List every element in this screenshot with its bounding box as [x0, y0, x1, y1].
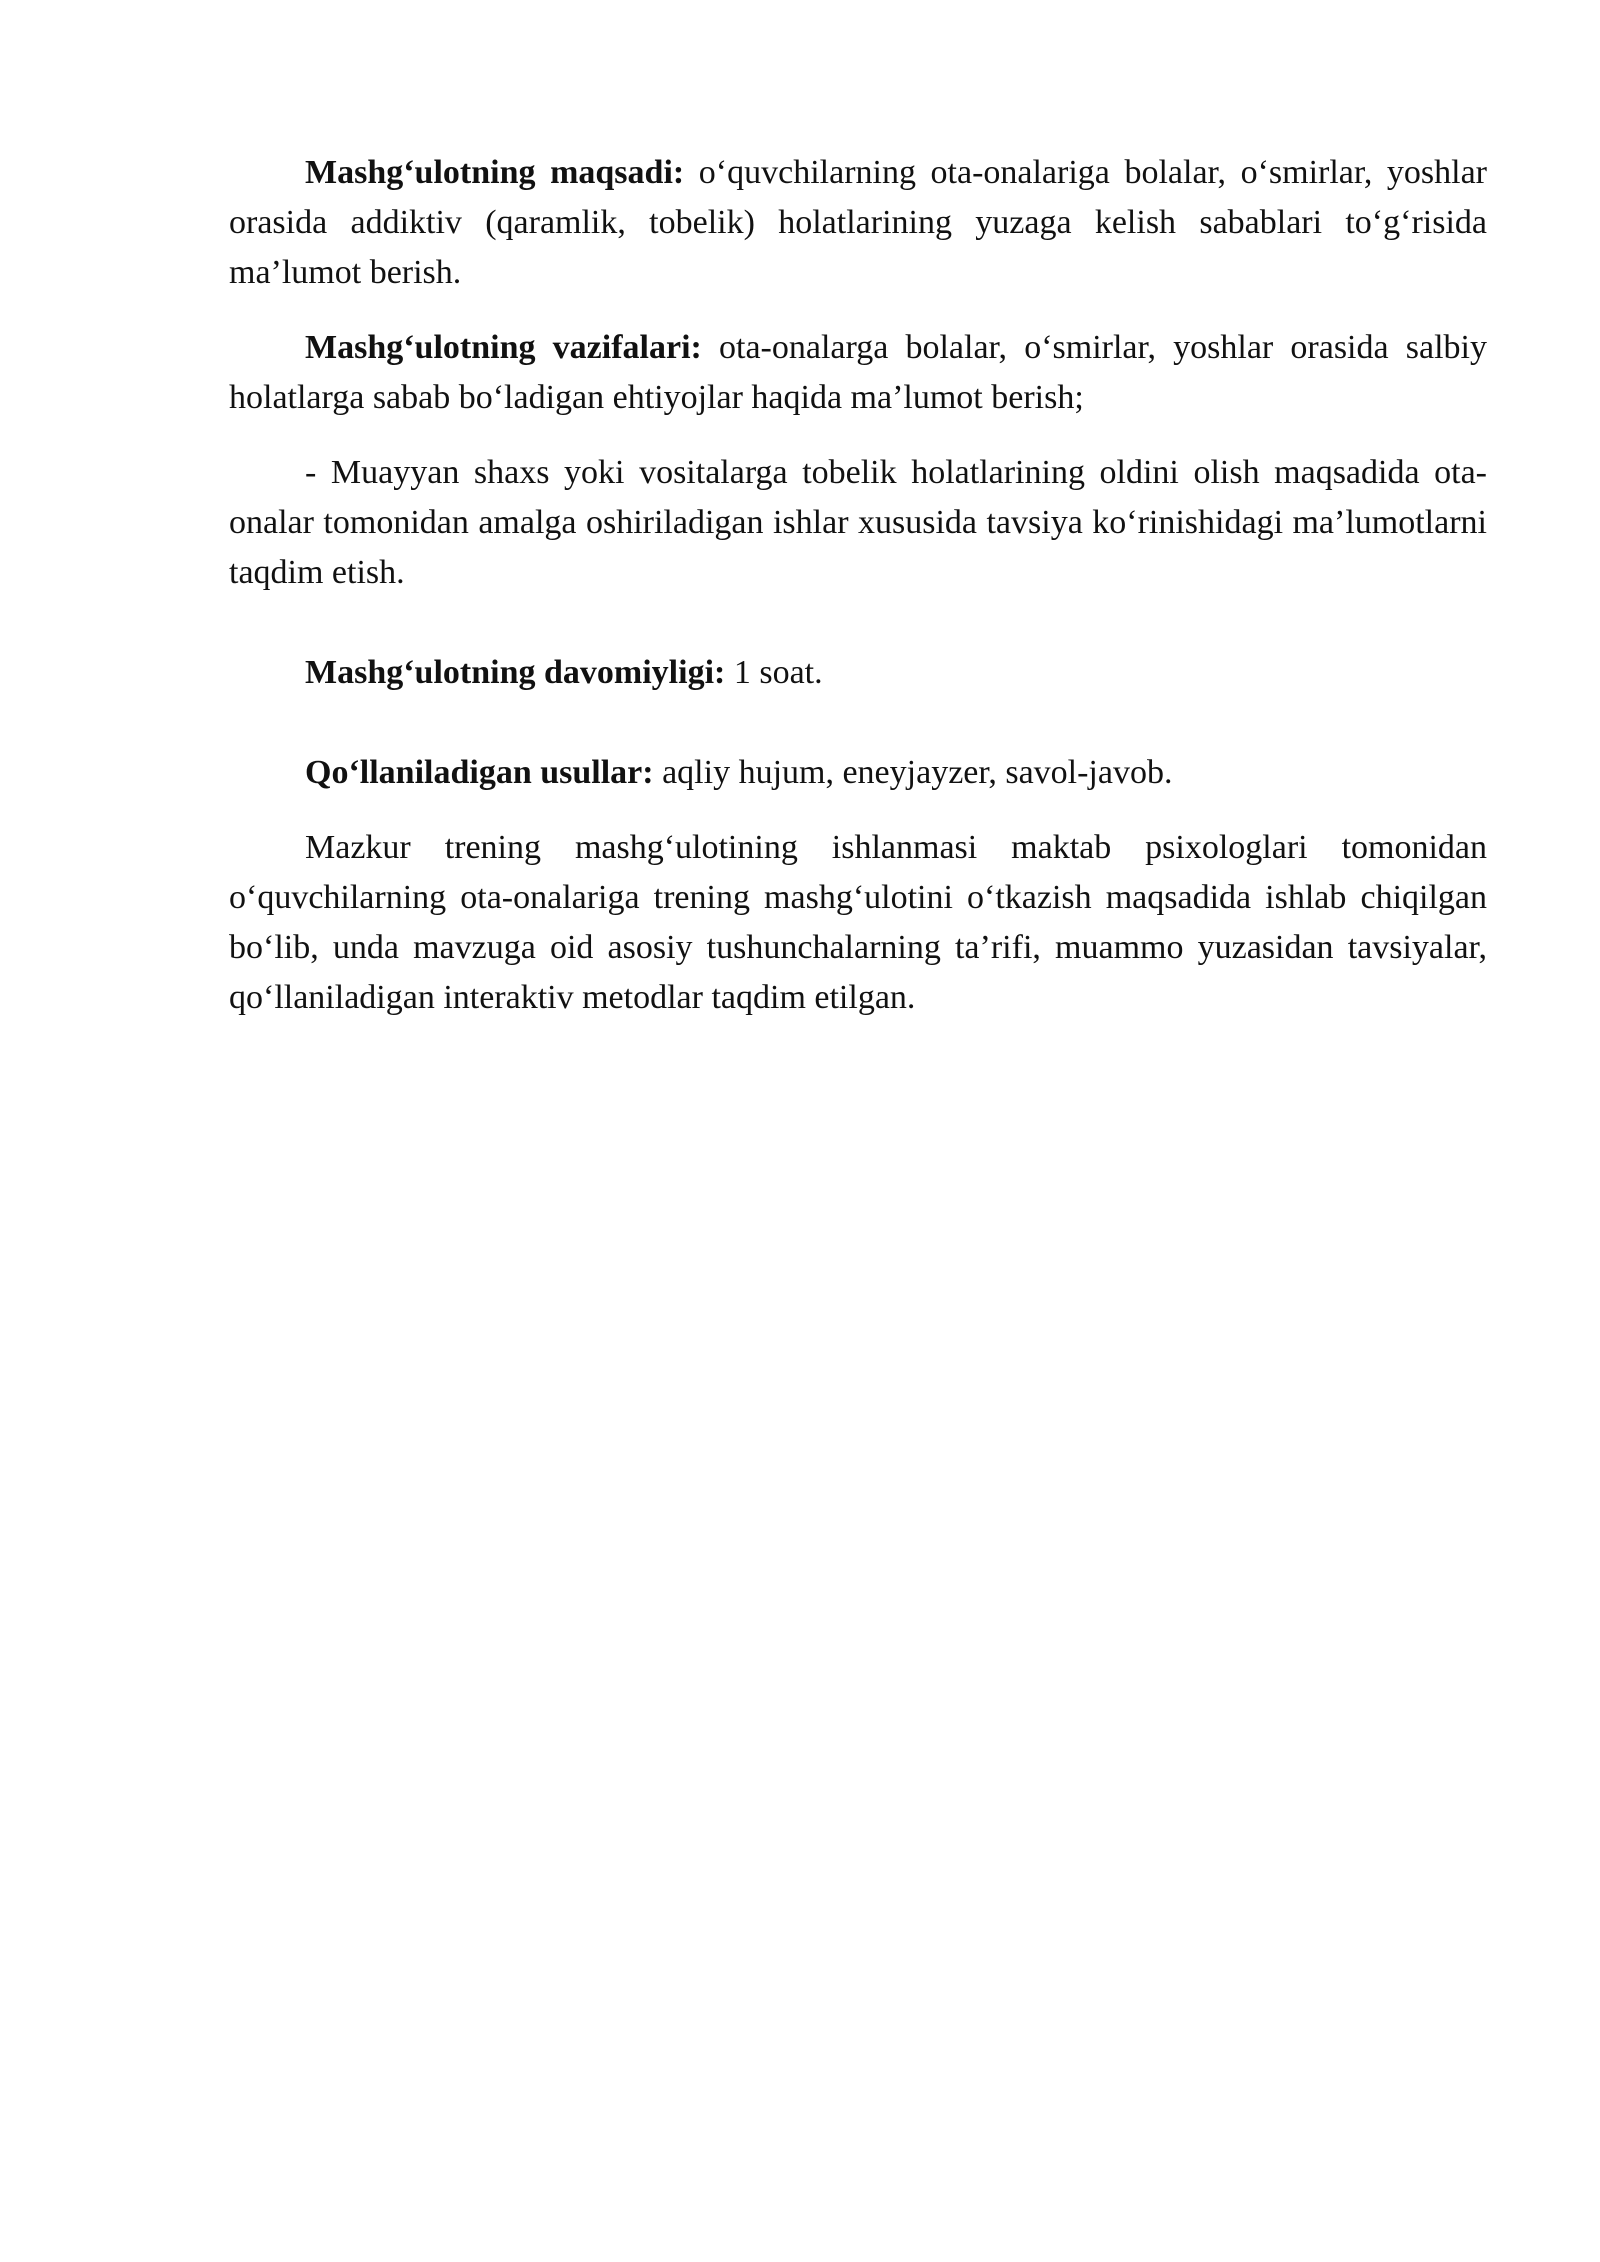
tasks-label: Mashg‘ulotning vazifalari:	[305, 329, 702, 366]
duration-text: 1 soat.	[725, 654, 823, 691]
methods-label: Qo‘llaniladigan usullar:	[305, 754, 654, 791]
summary-text: Mazkur trening mashg‘ulotining ishlanmasi maktab psixologlari tomonidan o‘quvchilarning ota-onalariga trening mashg‘ulotini o‘tkazish maqsadida ishlab chiqilgan bo‘lib, unda mavzuga oid asosiy tushunchalarning ta’rifi, muammo yuzasidan tavsiyalar, qo‘llaniladigan interaktiv metodlar taqdim etilgan.	[229, 829, 1487, 1016]
task-item-text: - Muayyan shaxs yoki vositalarga tobelik holatlarining oldini olish maqsadida ota-onalar tomonidan amalga oshiriladigan ishlar xususida tavsiya ko‘rinishidagi ma’lumotlarni taqdim etish.	[229, 454, 1487, 591]
goal-text: o‘quvchilarning ota-onalariga bolalar, o‘smirlar, yoshlar orasida addiktiv (qaramlik, tobelik) holatlarining yuzaga kelish sabablari to‘g‘risida ma’lumot berish.	[229, 154, 1488, 291]
task-item-paragraph	[229, 448, 1487, 598]
summary-paragraph	[229, 823, 1487, 1023]
methods-paragraph	[229, 748, 1487, 798]
tasks-paragraph	[229, 323, 1487, 423]
goal-paragraph	[229, 148, 1487, 298]
methods-text: aqliy hujum, eneyjayzer, savol-javob.	[653, 754, 1173, 791]
duration-paragraph	[229, 648, 1487, 698]
duration-label: Mashg‘ulotning davomiyligi:	[305, 654, 726, 691]
document-page	[229, 148, 1487, 1023]
tasks-text: ota-onalarga bolalar, o‘smirlar, yoshlar orasida salbiy holatlarga sabab bo‘ladigan ehtiyojlar haqida ma’lumot berish;	[229, 329, 1487, 416]
goal-label: Mashg‘ulotning maqsadi:	[305, 154, 685, 191]
